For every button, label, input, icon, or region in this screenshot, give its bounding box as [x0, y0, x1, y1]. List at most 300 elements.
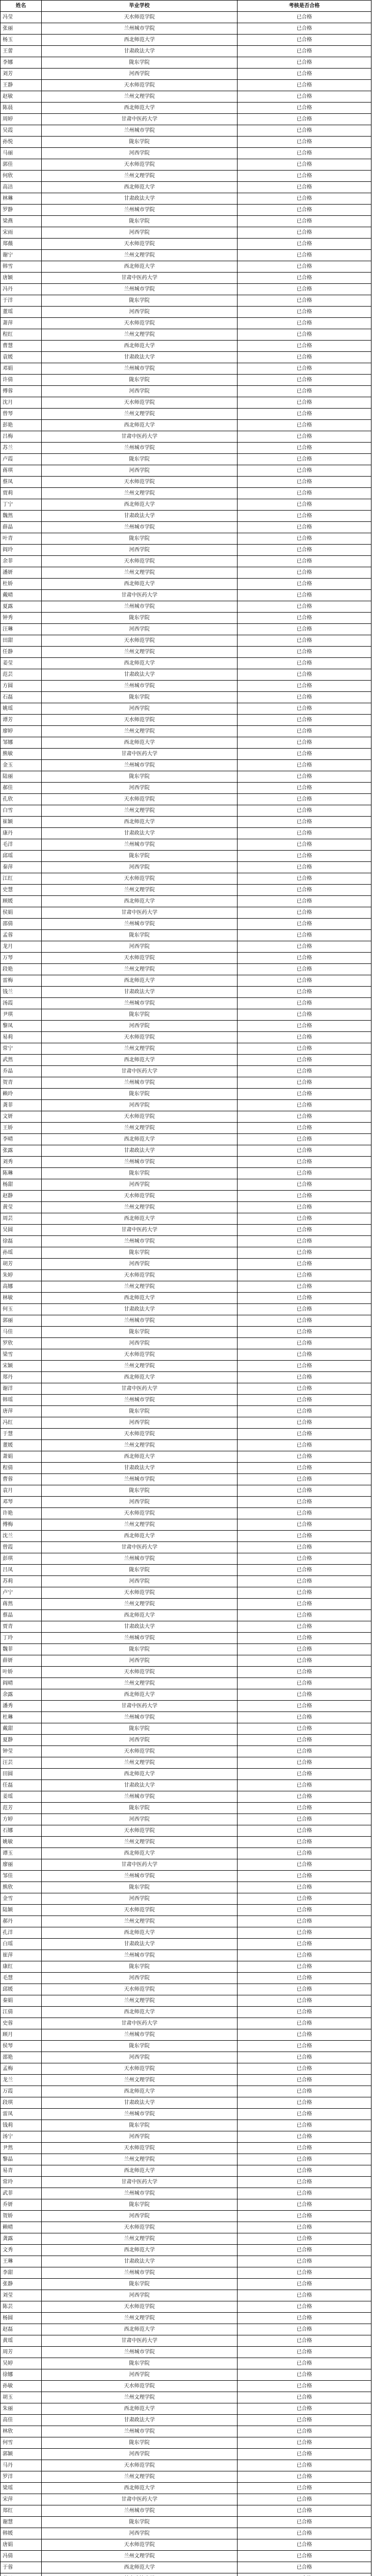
cell-name: 冯倩 [1, 2551, 42, 2562]
table-row [1, 273, 371, 284]
cell-name: 钱兰 [1, 987, 42, 998]
cell-school: 河西学院 [42, 307, 238, 318]
cell-status: 已合格 [238, 2052, 371, 2063]
cell-school: 西北师范大学 [42, 2483, 238, 2494]
cell-school: 兰州城市学院 [42, 1236, 238, 1247]
cell-status: 已合格 [238, 737, 371, 749]
cell-name: 乔晶 [1, 1066, 42, 1077]
cell-status: 已合格 [238, 1508, 371, 1519]
cell-school: 天水师范学院 [42, 318, 238, 329]
cell-status: 已合格 [238, 2063, 371, 2075]
cell-name: 段琪 [1, 2097, 42, 2109]
cell-school: 陇东学院 [42, 2517, 238, 2528]
cell-name: 袁月 [1, 1485, 42, 1497]
table-row [1, 488, 371, 499]
table-row [1, 1633, 371, 1644]
table-row [1, 1440, 371, 1451]
table-row [1, 1995, 371, 2007]
cell-name: 苏莉 [1, 1576, 42, 1587]
cell-name [1, 2573, 42, 2576]
cell-name: 田甜 [1, 635, 42, 647]
cell-status: 已合格 [238, 2131, 371, 2143]
cell-status: 已合格 [238, 1451, 371, 1463]
cell-status: 已合格 [238, 2392, 371, 2403]
cell-name: 李娜 [1, 57, 42, 69]
cell-school: 陇东学院 [42, 57, 238, 69]
cell-school: 陇东学院 [42, 1723, 238, 1735]
table-row [1, 1474, 371, 1485]
cell-status: 已合格 [238, 1553, 371, 1565]
table-row [1, 2233, 371, 2245]
cell-school: 天水师范学院 [42, 1905, 238, 1916]
cell-school: 陇东学院 [42, 1247, 238, 1259]
cell-name: 徐娜 [1, 2369, 42, 2381]
cell-name: 石娜 [1, 1825, 42, 1837]
cell-name: 罗静 [1, 205, 42, 216]
table-row [1, 941, 371, 953]
cell-status: 已合格 [238, 1791, 371, 1803]
cell-name: 郭佳 [1, 159, 42, 171]
table-row [1, 2505, 371, 2517]
table-row [1, 1542, 371, 1553]
cell-name: 姜瑶 [1, 1791, 42, 1803]
cell-school: 甘肃政法大学 [42, 193, 238, 205]
table-row [1, 227, 371, 239]
table-row [1, 443, 371, 454]
table-row [1, 1757, 371, 1769]
cell-status: 已合格 [238, 635, 371, 647]
cell-status: 已合格 [238, 1259, 371, 1270]
cell-status: 已合格 [238, 930, 371, 941]
cell-status: 已合格 [238, 443, 371, 454]
cell-name: 沈月 [1, 397, 42, 409]
table-row [1, 2335, 371, 2347]
cell-name: 黎凤 [1, 1021, 42, 1032]
cell-name: 何欣 [1, 171, 42, 182]
table-row [1, 420, 371, 431]
cell-name: 钱莉 [1, 2120, 42, 2131]
cell-school: 甘肃中医药大学 [42, 431, 238, 443]
cell-status: 已合格 [238, 783, 371, 794]
cell-status: 已合格 [238, 2267, 371, 2279]
cell-name: 雷梅 [1, 975, 42, 987]
cell-status: 已合格 [238, 1338, 371, 1349]
cell-status: 已合格 [238, 601, 371, 613]
cell-status: 已合格 [238, 1055, 371, 1066]
table-row [1, 2154, 371, 2165]
table-row [1, 2007, 371, 2018]
cell-school: 兰州城市学院 [42, 23, 238, 35]
cell-school: 甘肃中医药大学 [42, 907, 238, 919]
table-row [1, 1304, 371, 1315]
cell-name: 宋颖 [1, 1361, 42, 1372]
cell-name: 邱媛 [1, 1984, 42, 1995]
cell-status: 已合格 [238, 420, 371, 431]
cell-status: 已合格 [238, 1270, 371, 1281]
cell-school: 天水师范学院 [42, 635, 238, 647]
cell-name: 贺娇 [1, 2211, 42, 2222]
table-row [1, 1157, 371, 1168]
table-row [1, 2528, 371, 2539]
cell-status: 已合格 [238, 91, 371, 103]
table-row [1, 250, 371, 261]
cell-name: 龚露 [1, 2233, 42, 2245]
cell-name: 金雪 [1, 1893, 42, 1905]
cell-name: 许艳 [1, 1508, 42, 1519]
cell-status: 已合格 [238, 2029, 371, 2041]
table-row [1, 1236, 371, 1247]
cell-name: 陆颖 [1, 1905, 42, 1916]
cell-name: 文妍 [1, 1111, 42, 1123]
table-row [1, 2075, 371, 2086]
cell-name: 汪芸 [1, 1757, 42, 1769]
cell-name: 孟蓉 [1, 930, 42, 941]
cell-status: 已合格 [238, 1689, 371, 1701]
cell-status: 已合格 [238, 12, 371, 23]
cell-name: 文秀 [1, 2245, 42, 2256]
table-row [1, 1508, 371, 1519]
cell-school: 河西学院 [42, 227, 238, 239]
cell-name: 张静 [1, 2279, 42, 2290]
cell-name: 刘芳 [1, 69, 42, 80]
cell-school: 陇东学院 [42, 375, 238, 386]
cell-status: 已合格 [238, 1655, 371, 1667]
cell-school: 河西学院 [42, 2211, 238, 2222]
cell-school: 天水师范学院 [42, 2460, 238, 2471]
table-row [1, 1497, 371, 1508]
cell-name: 林琳 [1, 193, 42, 205]
cell-school: 西北师范大学 [42, 737, 238, 749]
cell-school: 兰州城市学院 [42, 2347, 238, 2358]
cell-school: 兰州文理学院 [42, 2551, 238, 2562]
cell-school: 兰州文理学院 [42, 885, 238, 896]
cell-status: 已合格 [238, 1349, 371, 1361]
cell-status: 已合格 [238, 1009, 371, 1021]
table-row [1, 851, 371, 862]
cell-school: 河西学院 [42, 69, 238, 80]
cell-status: 已合格 [238, 57, 371, 69]
cell-school: 兰州文理学院 [42, 1678, 238, 1689]
table-row [1, 1927, 371, 1939]
cell-status: 已合格 [238, 2165, 371, 2177]
cell-status: 已合格 [238, 1225, 371, 1236]
cell-status: 已合格 [238, 250, 371, 261]
cell-school: 兰州文理学院 [42, 171, 238, 182]
cell-school: 天水师范学院 [42, 1191, 238, 1202]
table-row [1, 862, 371, 873]
cell-name: 杨甜 [1, 1179, 42, 1191]
cell-name: 卢宁 [1, 1587, 42, 1599]
cell-status: 已合格 [238, 2381, 371, 2392]
table-row [1, 2290, 371, 2301]
cell-status: 已合格 [238, 1191, 371, 1202]
cell-school: 天水师范学院 [42, 953, 238, 964]
cell-school: 陇东学院 [42, 2279, 238, 2290]
cell-name: 孟梅 [1, 2063, 42, 2075]
cell-name: 石磊 [1, 692, 42, 703]
cell-status: 已合格 [238, 1361, 371, 1372]
cell-name: 曾霞 [1, 1542, 42, 1553]
cell-name: 熊敏 [1, 749, 42, 760]
cell-name: 梁雪 [1, 1349, 42, 1361]
cell-school: 兰州城市学院 [42, 2109, 238, 2120]
cell-name: 江倩 [1, 2007, 42, 2018]
cell-school: 陇东学院 [42, 851, 238, 862]
cell-name: 郑薇 [1, 239, 42, 250]
cell-name: 宋雨 [1, 227, 42, 239]
table-row [1, 2313, 371, 2324]
cell-name: 于洋 [1, 295, 42, 307]
table-row [1, 1451, 371, 1463]
cell-school: 甘肃中医药大学 [42, 273, 238, 284]
cell-name: 王静 [1, 80, 42, 91]
cell-school: 河西学院 [42, 2369, 238, 2381]
cell-status: 已合格 [238, 567, 371, 579]
cell-status: 已合格 [238, 1089, 371, 1100]
cell-school: 兰州文理学院 [42, 1281, 238, 1293]
cell-name: 武然 [1, 1055, 42, 1066]
cell-name: 罗欣 [1, 1338, 42, 1349]
cell-name: 史蓉 [1, 2018, 42, 2029]
cell-status: 已合格 [238, 2120, 371, 2131]
cell-status: 已合格 [238, 1916, 371, 1927]
table-row [1, 1213, 371, 1225]
cell-school: 陇东学院 [42, 1089, 238, 1100]
table-row [1, 522, 371, 533]
cell-school: 天水师范学院 [42, 1508, 238, 1519]
cell-school: 甘肃政法大学 [42, 2097, 238, 2109]
cell-status: 已合格 [238, 46, 371, 57]
cell-name: 唐颖 [1, 273, 42, 284]
cell-school: 兰州城市学院 [42, 125, 238, 137]
cell-school: 天水师范学院 [42, 1667, 238, 1678]
cell-school: 天水师范学院 [42, 1984, 238, 1995]
cell-school: 天水师范学院 [42, 1746, 238, 1757]
cell-status: 已合格 [238, 1939, 371, 1950]
cell-status: 已合格 [238, 522, 371, 533]
cell-name: 高娜 [1, 1281, 42, 1293]
cell-status: 已合格 [238, 103, 371, 114]
cell-school: 河西学院 [42, 1259, 238, 1270]
cell-school: 兰州文理学院 [42, 567, 238, 579]
cell-status: 已合格 [238, 2437, 371, 2449]
cell-name: 任磊 [1, 1780, 42, 1791]
cell-school: 陇东学院 [42, 1009, 238, 1021]
cell-name: 廖丽 [1, 1859, 42, 1871]
cell-status: 已合格 [238, 1565, 371, 1576]
cell-school: 天水师范学院 [42, 477, 238, 488]
table-row [1, 193, 371, 205]
cell-status: 已合格 [238, 2177, 371, 2188]
cell-name: 吴婷 [1, 2358, 42, 2369]
cell-name: 程倩 [1, 1463, 42, 1474]
cell-status: 已合格 [238, 1621, 371, 1633]
cell-school: 甘肃中医药大学 [42, 2335, 238, 2347]
table-row [1, 647, 371, 658]
cell-status: 已合格 [238, 477, 371, 488]
cell-name: 郑红 [1, 2505, 42, 2517]
cell-name: 彭琪 [1, 1553, 42, 1565]
cell-name: 夏静 [1, 1735, 42, 1746]
cell-school: 天水师范学院 [42, 1032, 238, 1043]
cell-status: 已合格 [238, 1825, 371, 1837]
cell-school: 西北师范大学 [42, 1927, 238, 1939]
cell-school: 兰州城市学院 [42, 681, 238, 692]
cell-status: 已合格 [238, 1100, 371, 1111]
cell-school: 西北师范大学 [42, 1610, 238, 1621]
cell-status: 已合格 [238, 2369, 371, 2381]
cell-name: 雷凤 [1, 2109, 42, 2120]
cell-name: 顾媛 [1, 896, 42, 907]
table-row [1, 998, 371, 1009]
cell-school: 河西学院 [42, 2052, 238, 2063]
cell-school: 天水师范学院 [42, 556, 238, 567]
cell-status: 已合格 [238, 1587, 371, 1599]
table-row [1, 1825, 371, 1837]
cell-name: 孔洋 [1, 1927, 42, 1939]
cell-school: 陇东学院 [42, 2437, 238, 2449]
cell-name: 龙兰 [1, 2075, 42, 2086]
cell-status: 已合格 [238, 1701, 371, 1712]
cell-name: 蔡晶 [1, 1610, 42, 1621]
table-row [1, 363, 371, 375]
cell-status: 已合格 [238, 1043, 371, 1055]
cell-name: 郝丹 [1, 1916, 42, 1927]
cell-name: 陆丽 [1, 771, 42, 783]
table-row [1, 511, 371, 522]
cell-school: 陇东学院 [42, 2041, 238, 2052]
table-row [1, 454, 371, 465]
table-row [1, 1089, 371, 1100]
table-row [1, 1259, 371, 1270]
cell-status: 已合格 [238, 828, 371, 839]
cell-school: 西北师范大学 [42, 1848, 238, 1859]
cell-name: 余菲 [1, 556, 42, 567]
table-row [1, 1383, 371, 1395]
cell-status: 已合格 [238, 1576, 371, 1587]
table-row [1, 1689, 371, 1701]
cell-school: 甘肃政法大学 [42, 2415, 238, 2426]
cell-name: 冯红 [1, 1417, 42, 1429]
cell-status: 已合格 [238, 2233, 371, 2245]
table-row [1, 1055, 371, 1066]
cell-name: 周婷 [1, 114, 42, 125]
header-row [1, 1, 371, 12]
cell-school: 西北师范大学 [42, 35, 238, 46]
cell-name: 杨玉 [1, 35, 42, 46]
cell-school: 西北师范大学 [42, 658, 238, 669]
cell-name: 薛晶 [1, 522, 42, 533]
cell-school: 甘肃中医药大学 [42, 1701, 238, 1712]
table-row [1, 624, 371, 635]
cell-status: 已合格 [238, 1723, 371, 1735]
table-row [1, 975, 371, 987]
cell-status: 已合格 [238, 295, 371, 307]
cell-name: 谭玉 [1, 1848, 42, 1859]
table-row [1, 295, 371, 307]
cell-name: 邓琴 [1, 1497, 42, 1508]
table-row [1, 171, 371, 182]
cell-status: 已合格 [238, 851, 371, 862]
cell-name: 李晴 [1, 1134, 42, 1145]
table-row [1, 499, 371, 511]
cell-status: 已合格 [238, 590, 371, 601]
table-row [1, 839, 371, 851]
cell-school: 河西学院 [42, 1179, 238, 1191]
table-row [1, 1565, 371, 1576]
cell-school: 西北师范大学 [42, 2007, 238, 2018]
table-row [1, 919, 371, 930]
cell-status: 已合格 [238, 2279, 371, 2290]
table-row [1, 1349, 371, 1361]
cell-name: 余露 [1, 1689, 42, 1701]
cell-status: 已合格 [238, 2211, 371, 2222]
cell-name: 熊欣 [1, 1882, 42, 1893]
cell-school: 天水师范学院 [42, 873, 238, 885]
cell-school: 甘肃中医药大学 [42, 114, 238, 125]
table-row [1, 1225, 371, 1236]
cell-school: 西北师范大学 [42, 499, 238, 511]
cell-status: 已合格 [238, 35, 371, 46]
cell-school: 甘肃政法大学 [42, 828, 238, 839]
cell-name: 贾青 [1, 1621, 42, 1633]
table-row [1, 590, 371, 601]
table-row [1, 726, 371, 737]
cell-status: 已合格 [238, 2494, 371, 2505]
cell-school: 兰州城市学院 [42, 522, 238, 533]
cell-status: 已合格 [238, 1905, 371, 1916]
cell-status: 已合格 [238, 579, 371, 590]
cell-name: 谢慧 [1, 2517, 42, 2528]
cell-school: 兰州文理学院 [42, 805, 238, 817]
table-row [1, 2562, 371, 2573]
cell-status: 已合格 [238, 794, 371, 805]
table-row [1, 2415, 371, 2426]
table-row [1, 1032, 371, 1043]
cell-school: 兰州城市学院 [42, 443, 238, 454]
cell-name: 杜娇 [1, 579, 42, 590]
cell-name: 萧萍 [1, 318, 42, 329]
table-row [1, 1837, 371, 1848]
cell-status: 已合格 [238, 1304, 371, 1315]
cell-name: 贺青 [1, 1077, 42, 1089]
cell-school: 河西学院 [42, 1814, 238, 1825]
cell-status: 已合格 [238, 1429, 371, 1440]
cell-status: 已合格 [238, 284, 371, 295]
cell-status: 已合格 [238, 1077, 371, 1089]
cell-school: 西北师范大学 [42, 1293, 238, 1304]
cell-status: 已合格 [238, 1610, 371, 1621]
table-row [1, 2052, 371, 2063]
cell-school: 河西学院 [42, 1417, 238, 1429]
cell-name: 谢洋 [1, 1383, 42, 1395]
table-row [1, 261, 371, 273]
cell-status: 已合格 [238, 805, 371, 817]
cell-name: 董瑶 [1, 307, 42, 318]
cell-name: 崔颖 [1, 817, 42, 828]
cell-name: 毛慧 [1, 1973, 42, 1984]
cell-school: 天水师范学院 [42, 1587, 238, 1599]
table-row [1, 2437, 371, 2449]
cell-status: 已合格 [238, 2426, 371, 2437]
cell-status: 已合格 [238, 613, 371, 624]
cell-school: 甘肃政法大学 [42, 511, 238, 522]
cell-status: 已合格 [238, 2562, 371, 2573]
table-row [1, 1191, 371, 1202]
cell-status: 已合格 [238, 2041, 371, 2052]
table-row [1, 2188, 371, 2199]
cell-name: 廖婷 [1, 726, 42, 737]
